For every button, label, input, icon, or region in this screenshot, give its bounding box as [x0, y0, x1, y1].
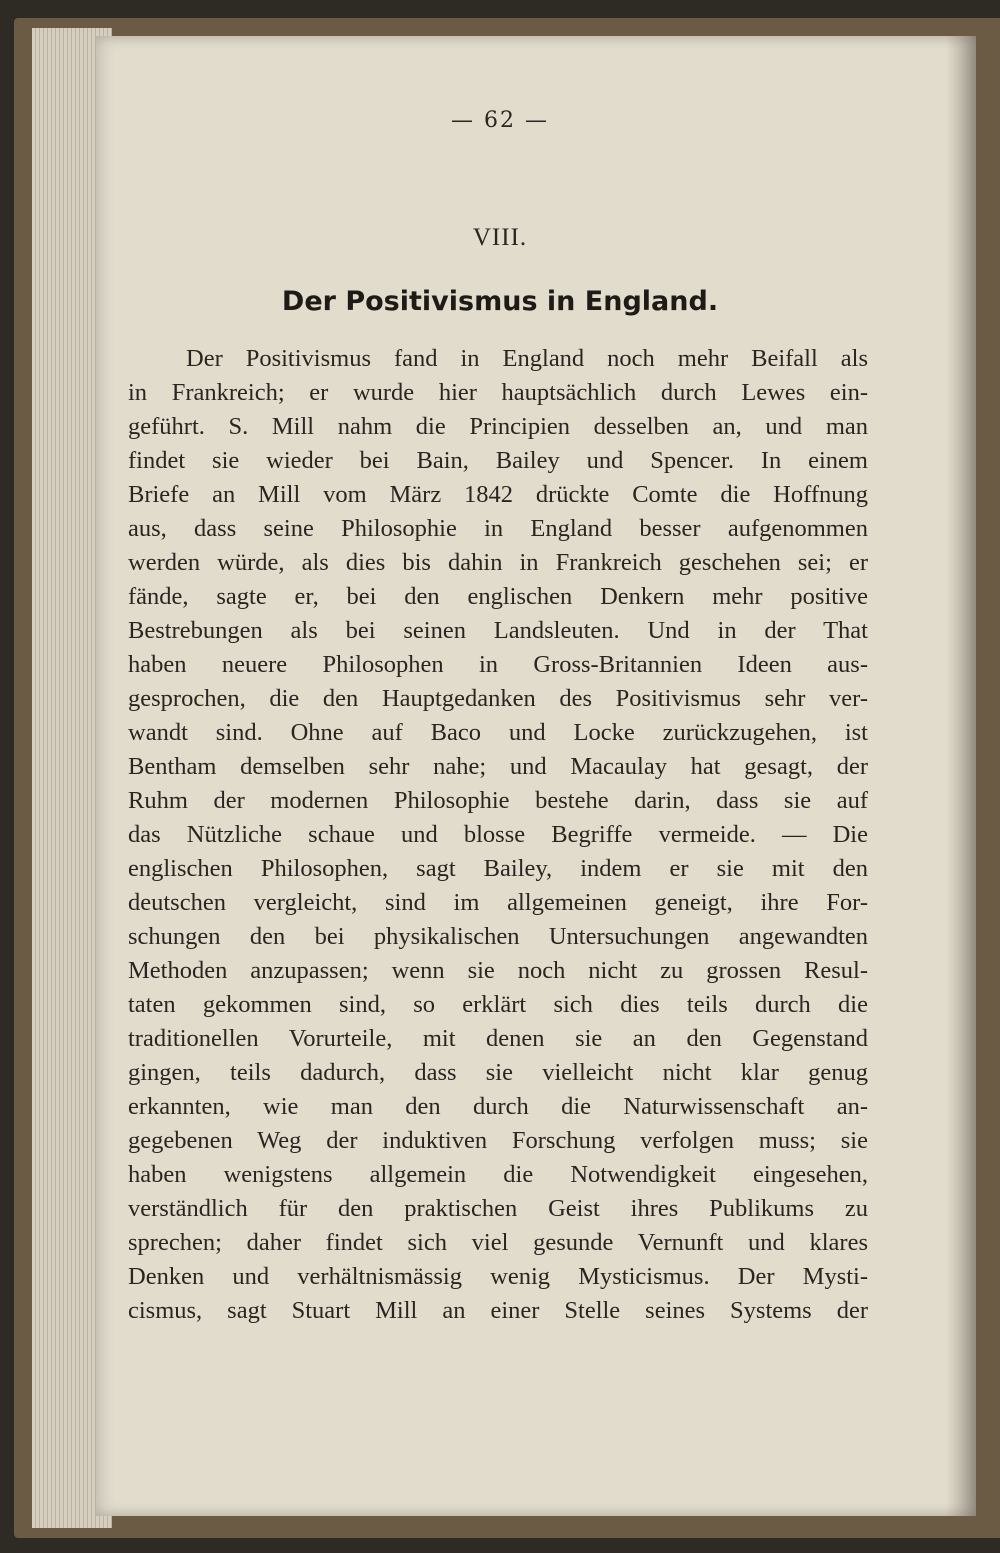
- text-line: findet sie wieder bei Bain, Bailey und Spencer. In einem: [128, 447, 868, 474]
- text-line: Ruhm der modernen Philosophie bestehe darin, dass sie auf: [128, 787, 868, 814]
- text-line: fände, sagte er, bei den englischen Denkern mehr positive: [128, 583, 868, 610]
- text-line: in Frankreich; er wurde hier hauptsächlich durch Lewes ein-: [128, 379, 868, 406]
- text-line: englischen Philosophen, sagt Bailey, indem er sie mit den: [128, 855, 868, 882]
- text-line: erkannten, wie man den durch die Naturwissenschaft an-: [128, 1093, 868, 1120]
- text-line: traditionellen Vorurteile, mit denen sie an den Gegenstand: [128, 1025, 868, 1052]
- body-text: [128, 342, 868, 1328]
- text-line: Der Positivismus fand in England noch mehr Beifall als: [186, 345, 868, 372]
- text-line: taten gekommen sind, so erklärt sich dies teils durch die: [128, 991, 868, 1018]
- text-line: gingen, teils dadurch, dass sie vielleicht nicht klar genug: [128, 1059, 868, 1086]
- text-line: haben neuere Philosophen in Gross-Britannien Ideen aus-: [128, 651, 868, 678]
- text-line: haben wenigstens allgemein die Notwendigkeit eingesehen,: [128, 1161, 868, 1188]
- page-number: — 62 —: [451, 108, 549, 133]
- text-line: sprechen; daher findet sich viel gesunde Vernunft und klares: [128, 1229, 868, 1256]
- chapter-title: Der Positivismus in England.: [281, 286, 719, 317]
- text-line: cismus, sagt Stuart Mill an einer Stelle seines Systems der: [128, 1297, 868, 1324]
- text-line: Denken und verhältnismässig wenig Mysticismus. Der Mysti-: [128, 1263, 868, 1290]
- chapter-number: VIII.: [472, 224, 528, 251]
- text-line: verständlich für den praktischen Geist ihres Publikums zu: [128, 1195, 868, 1222]
- text-line: geführt. S. Mill nahm die Principien desselben an, und man: [128, 413, 868, 440]
- text-line: Bentham demselben sehr nahe; und Macaulay hat gesagt, der: [128, 753, 868, 780]
- text-line: das Nützliche schaue und blosse Begriffe vermeide. — Die: [128, 821, 868, 848]
- text-line: aus, dass seine Philosophie in England besser aufgenommen: [128, 515, 868, 542]
- page-gutter: [946, 36, 976, 1516]
- text-line: schungen den bei physikalischen Untersuchungen angewandten: [128, 923, 868, 950]
- text-line: gesprochen, die den Hauptgedanken des Positivismus sehr ver-: [128, 685, 868, 712]
- text-line: Briefe an Mill vom März 1842 drückte Comte die Hoffnung: [128, 481, 868, 508]
- text-line: deutschen vergleicht, sind im allgemeinen geneigt, ihre For-: [128, 889, 868, 916]
- text-line: gegebenen Weg der induktiven Forschung verfolgen muss; sie: [128, 1127, 868, 1154]
- text-line: Bestrebungen als bei seinen Landsleuten. Und in der That: [128, 617, 868, 644]
- text-line: werden würde, als dies bis dahin in Frankreich geschehen sei; er: [128, 549, 868, 576]
- text-line: Methoden anzupassen; wenn sie noch nicht zu grossen Resul-: [128, 957, 868, 984]
- text-line: wandt sind. Ohne auf Baco und Locke zurückzugehen, ist: [128, 719, 868, 746]
